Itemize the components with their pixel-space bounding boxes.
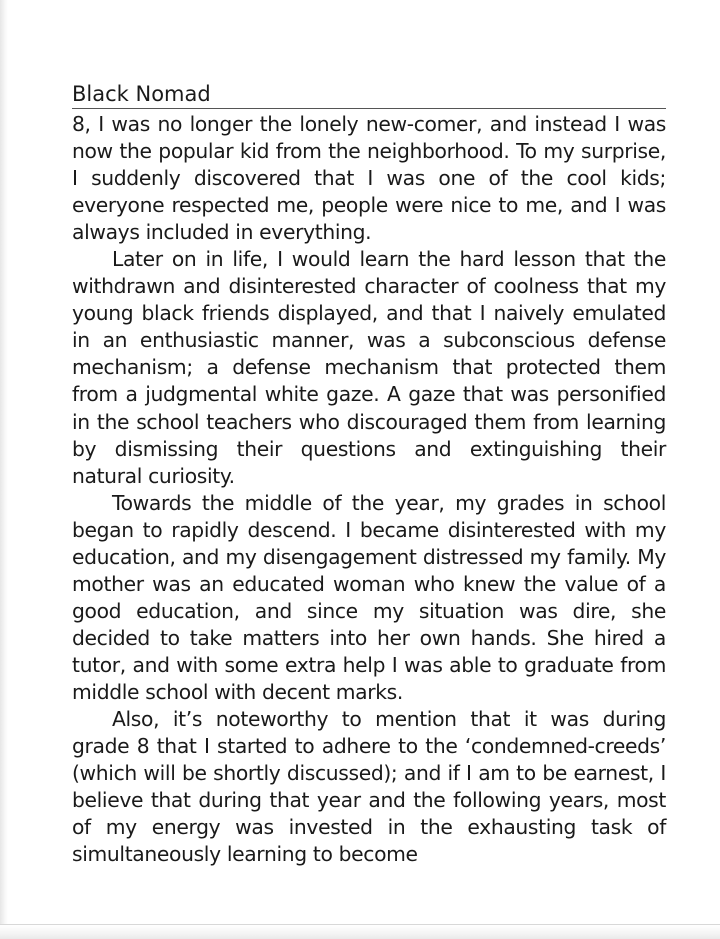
- paragraph: Also, it’s noteworthy to mention that it was during grade 8 that I started to adhere to the ‘condemned-creeds’ (which will be shortly discussed); and if I am to be earnest, I believe that during that year and the following years, most of my energy was invested in the exhausting task of simultaneously learning to become: [72, 707, 666, 867]
- body-text: [72, 111, 666, 868]
- page-edge-shadow-bottom: [0, 925, 720, 939]
- paragraph: Later on in life, I would learn the hard lesson that the withdrawn and disinterested character of coolness that my young black friends displayed, and that I naively emulated in an enthusiastic manner, was a subconscious defense mechanism; a defense mechanism that protected them from a judgmental white gaze. A gaze that was personified in the school teachers who discouraged them from learning by dismissing their questions and extinguishing their natural curiosity.: [72, 247, 666, 488]
- paragraph-continued: 8, I was no longer the lonely new-comer, and instead I was now the popular kid from the neighborhood. To my surprise, I suddenly discovered that I was one of the cool kids; everyone respected me, people were nice to me, and I was always included in everything.: [72, 112, 666, 245]
- paragraph: Towards the middle of the year, my grades in school began to rapidly descend. I became disinterested with my education, and my disengagement distressed my family. My mother was an educated woman who knew the value of a good education, and since my situation was dire, she decided to take matters into her own hands. She hired a tutor, and with some extra help I was able to graduate from middle school with decent marks.: [72, 490, 666, 704]
- page-edge-shadow-left: [0, 0, 8, 939]
- running-header-title: Black Nomad: [72, 80, 666, 109]
